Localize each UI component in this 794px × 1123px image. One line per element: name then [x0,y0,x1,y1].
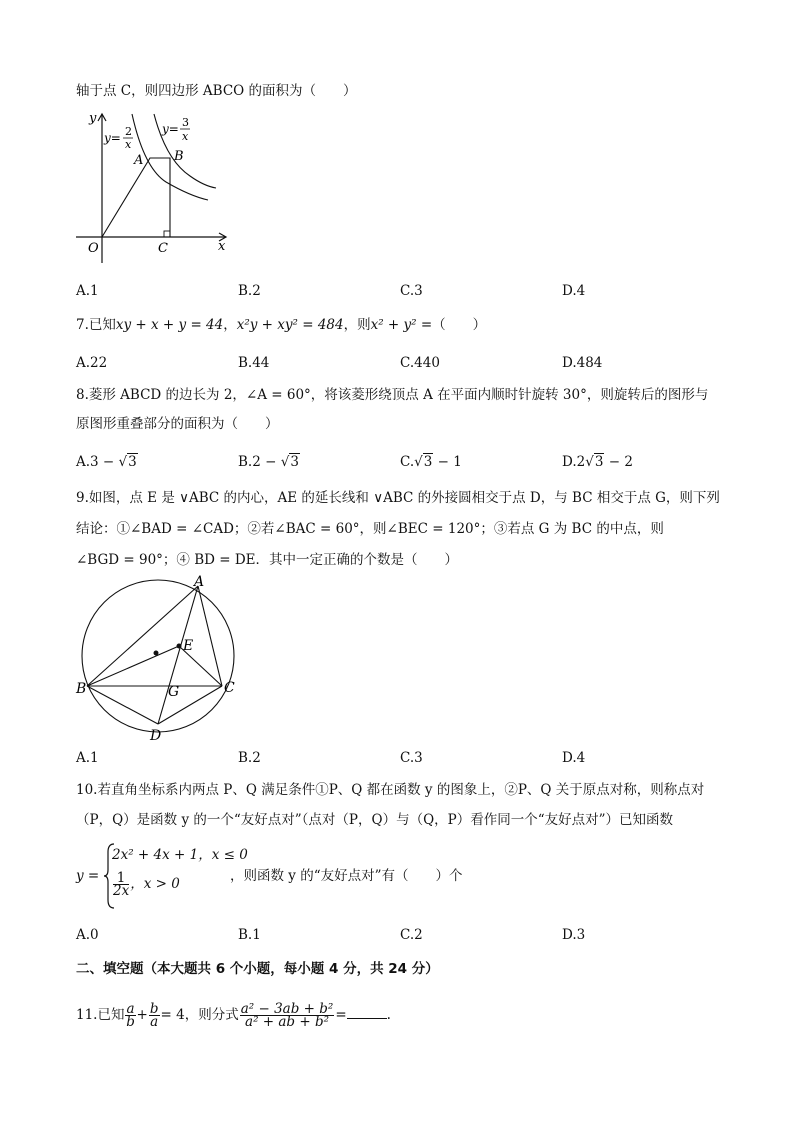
curve1-label-lhs: y= [104,131,121,145]
q10-option-c[interactable]: C.2 [400,927,423,943]
q10-case1: 2x² + 4x + 1，x ≤ 0 [112,847,248,863]
q7-stem: 7.已知xy + x + y = 44，x²y + xy² = 484，则x² + y² =（ ） [76,317,487,333]
point-c-label: C [158,241,168,256]
q10-option-a[interactable]: A.0 [76,927,99,943]
q8-option-d[interactable]: D.2√3 − 2 [562,454,633,470]
label-b: B [76,681,87,697]
q10-option-d[interactable]: D.3 [562,927,586,943]
label-e: E [183,638,194,654]
q7-option-a[interactable]: A.22 [76,355,108,371]
section-2-heading: 二、填空题（本大题共 6 个小题，每小题 4 分，共 24 分） [76,961,439,977]
point-b-label: B [174,149,184,164]
q9-option-d[interactable]: D.4 [562,750,586,766]
curve1-label-den: x [125,138,132,151]
incenter-dot [177,644,182,649]
q10-stem-line1: 10.若直角坐标系内两点 P、Q 满足条件①P、Q 都在函数 y 的图象上，②P、Q 关于原点对称，则称点对 [76,782,705,798]
right-angle-mark [164,231,170,237]
q9-option-a[interactable]: A.1 [76,750,99,766]
q8-stem-line2: 原图形重叠部分的面积为（ ） [76,416,279,432]
q7-option-b[interactable]: B.44 [238,355,270,371]
q8-option-b[interactable]: B.2 − √3 [238,454,299,470]
y-axis-label: y [89,111,97,126]
label-g: G [168,684,180,700]
q8-stem-line1: 8.菱形 ABCD 的边长为 2，∠A = 60°，将该菱形绕顶点 A 在平面内顺时针旋转 30°，则旋转后的图形与 [76,387,709,403]
q6-option-c[interactable]: C.3 [400,283,423,299]
q10-stem-tail: ，则函数 y 的“友好点对”有（ ）个 [230,868,463,884]
q8-option-c[interactable]: C.√3 − 1 [400,454,462,470]
point-a-label: A [134,153,144,168]
label-d: D [150,728,162,744]
curve2-label-num: 3 [182,116,189,129]
q7-option-d[interactable]: D.484 [562,355,603,371]
x-axis-label: x [218,239,226,254]
q6-option-d[interactable]: D.4 [562,283,586,299]
q11-stem: 11.已知 $\frac{a}{b}$ + $\frac{b}{a}$ = 4，则分式 $\frac{\text{a² − 3ab + b²}}{\text{a² + ab + b²}}$ = . [76,1001,391,1030]
q10-option-b[interactable]: B.1 [238,927,261,943]
label-c: C [224,680,235,696]
q9-stem-line1: 9.如图，点 E 是 ∨ABC 的内心，AE 的延长线和 ∨ABC 的外接圆相交于点 D，与 BC 相交于点 G，则下列 [76,490,720,506]
q7-option-c[interactable]: C.440 [400,355,440,371]
q9-stem-line3: ∠BGD = 90°；④ BD = DE．其中一定正确的个数是（ ） [76,552,459,568]
curve1-label-num: 2 [125,125,132,138]
q6-option-a[interactable]: A.1 [76,283,99,299]
circumcircle [82,580,234,732]
circumcenter-dot [154,651,159,656]
label-a: A [194,574,205,590]
q6-option-b[interactable]: B.2 [238,283,261,299]
q11-answer-blank[interactable] [347,1018,387,1019]
q10-case2: $\frac{1}{2x}$ ，x > 0 [113,870,180,899]
quadrilateral-abco [102,158,170,237]
curve2-label-den: x [182,130,189,143]
origin-label: O [88,241,99,256]
q9-figure [74,574,244,746]
q10-stem-line2: （P，Q）是函数 y 的一个“友好点对”（点对（P，Q）与（Q，P）看作同一个“友好点对”）已知函数 [76,812,674,828]
curve2-label-lhs: y= [162,122,179,136]
q9-option-b[interactable]: B.2 [238,750,261,766]
q8-option-a[interactable]: A.3 − √3 [76,454,137,470]
q6-stem-tail: 轴于点 C，则四边形 ABCO 的面积为（ ） [76,83,357,99]
q10-func-lhs: y = [76,868,100,884]
q9-option-c[interactable]: C.3 [400,750,423,766]
q6-figure [72,108,234,268]
q9-stem-line2: 结论：①∠BAD = ∠CAD；②若∠BAC = 60°，则∠BEC = 120°；③若点 G 为 BC 的中点，则 [76,521,664,537]
